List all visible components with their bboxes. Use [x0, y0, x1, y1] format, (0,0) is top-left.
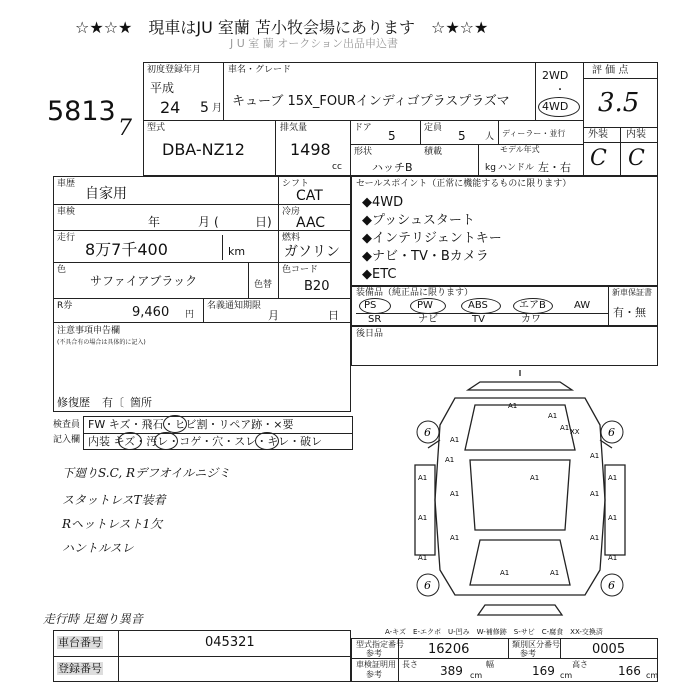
tire-mark-fr: 6 [608, 426, 615, 439]
category-sub: 参考 [520, 649, 536, 658]
tire-mark-rl: 6 [424, 579, 431, 592]
damage-mark: A1 [550, 569, 560, 577]
width-value: 169 [532, 664, 555, 678]
mileage-value: 8万7千400 [85, 240, 168, 259]
capacity-label: 定員 [424, 123, 443, 133]
displacement-value: 1498 [290, 140, 331, 159]
inspection-day-open: ( [214, 215, 219, 229]
damage-mark: A1 [530, 474, 540, 482]
damage-mark: A1 [608, 514, 618, 522]
handwritten-note-1: 下廻りS.C, Rデフオイルニジミ [62, 466, 231, 480]
dimensions-label: 車検証明用 [356, 660, 396, 669]
equip-circle-abs [461, 298, 501, 314]
form-title: J U 室 蘭 オークション出品申込書 [230, 37, 399, 50]
capacity-value: 5 [458, 129, 466, 143]
equip-circle-ps [359, 298, 391, 314]
damage-mark: A1 [608, 474, 618, 482]
exterior-grade: C [590, 146, 607, 171]
after-market-box [351, 326, 658, 366]
first-reg-month: 5 [200, 100, 209, 116]
inspector-row-1: FW キズ・飛石・ヒビ割・リペア跡・×要 [88, 418, 294, 431]
damage-mark: A1 [418, 514, 428, 522]
equip-abs: ABS [468, 300, 488, 311]
dimensions-sub: 参考 [366, 670, 382, 679]
equip-pw: PW [417, 300, 433, 311]
handle-label: ハンドル [498, 163, 535, 173]
recycle-unit: 円 [185, 310, 195, 320]
damage-mark: A1 [418, 474, 428, 482]
damage-mark: A1 [450, 490, 460, 498]
model-year-label: モデル年式 [500, 145, 540, 154]
repair-history-label: 修復歴 [57, 396, 90, 409]
sales-point-3: ◆インテリジェントキー [362, 231, 502, 246]
recycle-label: R券 [57, 301, 73, 311]
load-unit: kg [485, 163, 496, 173]
equipment-label: 装備品（純正品に限ります） [356, 288, 474, 298]
interior-label: 内装 [626, 129, 646, 140]
interior-grade: C [628, 146, 645, 171]
shift-label: シフト [282, 179, 310, 189]
first-reg-year: 24 [160, 98, 181, 117]
drive-2wd: 2WD [542, 69, 569, 82]
shape-label: 形状 [354, 147, 373, 157]
lot-number: 5813 [47, 96, 116, 127]
transfer-notice-day: 日 [328, 309, 339, 322]
first-reg-label: 初度登録年月 [147, 65, 202, 75]
notes-label: 注意事項申告欄 [57, 326, 121, 336]
damage-legend: A-キズ E-エクボ U-凹み W-補修跡 S-サビ C-腐食 XX-交換済 [385, 628, 603, 636]
usage-value: 自家用 [85, 186, 127, 202]
chassis-label: 車台番号 [58, 636, 102, 649]
length-unit: cm [470, 671, 483, 680]
inspection-year: 年 [148, 215, 161, 229]
model-grade-value: キューブ 15X_FOURインディゴプラスプラズマ [232, 94, 510, 109]
inspector-circle-2 [118, 432, 142, 450]
height-label: 高さ [572, 660, 588, 669]
evaluation-score: 3.5 [598, 88, 640, 118]
usage-label: 車歴 [57, 179, 76, 189]
lot-mark: 7 [118, 116, 132, 141]
aircon-label: 冷房 [282, 207, 301, 217]
inspection-day: 日) [255, 215, 272, 229]
damage-mark: A1 [548, 412, 558, 420]
model-type-value: DBA-NZ12 [162, 140, 245, 159]
inspector-label-2: 記入欄 [53, 435, 81, 445]
equip-navi: ナビ [418, 314, 438, 325]
sales-point-1: ◆4WD [362, 195, 404, 210]
fuel-label: 燃料 [282, 233, 301, 243]
sales-points-label: セールスポイント（正常に機能するものに限ります） [356, 179, 572, 189]
inspector-circle-4 [255, 432, 279, 450]
evaluation-label: 評 価 点 [592, 65, 629, 76]
displacement-label: 排気量 [280, 123, 308, 133]
damage-mark: A1 [450, 534, 460, 542]
damage-mark: A1 [500, 569, 510, 577]
sales-point-2: ◆プッシュスタート [362, 213, 475, 228]
category-label: 類別区分番号 [512, 640, 560, 649]
damage-mark: A1 [560, 424, 570, 432]
drive-4wd: 4WD [542, 100, 569, 113]
recycle-value: 9,460 [132, 305, 170, 320]
damage-mark: A1 [508, 402, 518, 410]
inspector-label: 検査員 [53, 420, 81, 430]
damage-mark: A1 [608, 554, 618, 562]
height-unit: cm [646, 671, 659, 680]
warranty-label: 新車保証書 [612, 288, 652, 297]
handwritten-note-3: Rヘットレスト1欠 [62, 517, 163, 531]
length-label: 長さ [402, 660, 418, 669]
designation-sub: 参考 [366, 649, 382, 658]
damage-mark: A1 [418, 554, 428, 562]
designation-value: 16206 [428, 642, 470, 657]
color-value: サファイアブラック [90, 274, 198, 288]
inspection-month: 月 [198, 215, 211, 229]
damage-mark: A1 [445, 456, 455, 464]
equip-sr: SR [368, 314, 382, 325]
first-reg-era: 平成 [150, 81, 175, 95]
mileage-unit: km [228, 245, 246, 258]
mileage-label: 走行 [57, 233, 76, 243]
tire-mark-rr: 6 [608, 579, 615, 592]
damage-mark: A1 [590, 534, 600, 542]
registration-label: 登録番号 [58, 662, 102, 675]
width-label: 幅 [486, 660, 494, 669]
inspector-circle-3 [154, 432, 178, 450]
dealer-label: ディーラー・並行 [502, 129, 566, 138]
color-code-value: B20 [304, 279, 330, 294]
color-code-label: 色コード [282, 265, 319, 275]
equip-leather: カワ [521, 314, 541, 325]
notes-sublabel: (不具合有の場合は具体的に記入) [57, 339, 146, 346]
model-grade-label: 車名・グレード [228, 65, 292, 75]
aircon-value: AAC [296, 215, 326, 231]
equip-airbag: エアB [519, 300, 546, 311]
tire-mark-fl: 6 [424, 426, 431, 439]
inspector-row-2: 内装 キズ・汚レ・コゲ・穴・スレ・キレ・破レ [88, 435, 323, 448]
handwritten-note-4: ハントルスレ [62, 541, 134, 555]
color-change-label: 色替 [254, 280, 273, 290]
equip-tv: TV [472, 314, 485, 325]
width-unit: cm [560, 671, 573, 680]
drive-separator: ・ [555, 85, 565, 96]
handle-value: 左・右 [538, 161, 571, 174]
transfer-notice-label: 名義通知期限 [207, 301, 262, 311]
damage-mark: A1 [590, 452, 600, 460]
doors-value: 5 [388, 129, 396, 143]
warranty-value: 有・無 [613, 306, 646, 319]
first-reg-month-unit: 月 [212, 103, 222, 114]
category-value: 0005 [592, 642, 626, 657]
handwritten-note-2: スタットレスT装着 [62, 493, 166, 507]
model-type-label: 型式 [147, 123, 166, 133]
exterior-label: 外装 [588, 129, 608, 140]
shift-value: CAT [296, 188, 323, 204]
repair-history-unit: 箇所 [130, 396, 152, 409]
fuel-value: ガソリン [284, 244, 340, 260]
handwritten-bottom-note: 走行時 足廻り異音 [43, 612, 143, 626]
height-value: 166 [618, 664, 641, 678]
length-value: 389 [440, 664, 463, 678]
after-market-label: 後日品 [356, 329, 384, 339]
chassis-value: 045321 [205, 635, 255, 650]
sales-point-4: ◆ナビ・TV・Bカメラ [362, 249, 489, 264]
equip-ps: PS [364, 300, 377, 311]
equip-aw: AW [574, 300, 591, 311]
inspection-label: 車検 [57, 207, 76, 217]
transfer-notice-month: 月 [268, 309, 279, 322]
capacity-unit: 人 [485, 132, 495, 142]
doors-label: ドア [354, 123, 372, 133]
banner: ☆★☆★ 現車はJU 室蘭 苫小牧会場にあります ☆★☆★ [75, 18, 489, 37]
equip-circle-airbag [513, 298, 553, 314]
damage-mark: A1 [450, 436, 460, 444]
equip-circle-pw [410, 298, 446, 314]
displacement-unit: cc [332, 162, 342, 172]
repair-history-value: 有〔 [102, 396, 124, 409]
damage-mark: A1 [590, 490, 600, 498]
car-damage-diagram [400, 370, 640, 630]
sales-point-5: ◆ETC [362, 267, 397, 282]
damage-mark: XX [570, 428, 580, 436]
inspector-circle-1 [163, 415, 187, 433]
shape-value: ハッチB [372, 161, 413, 174]
color-label: 色 [57, 265, 67, 275]
load-label: 積載 [424, 147, 443, 157]
designation-label: 型式指定番号 [356, 640, 404, 649]
history-box [53, 176, 351, 412]
